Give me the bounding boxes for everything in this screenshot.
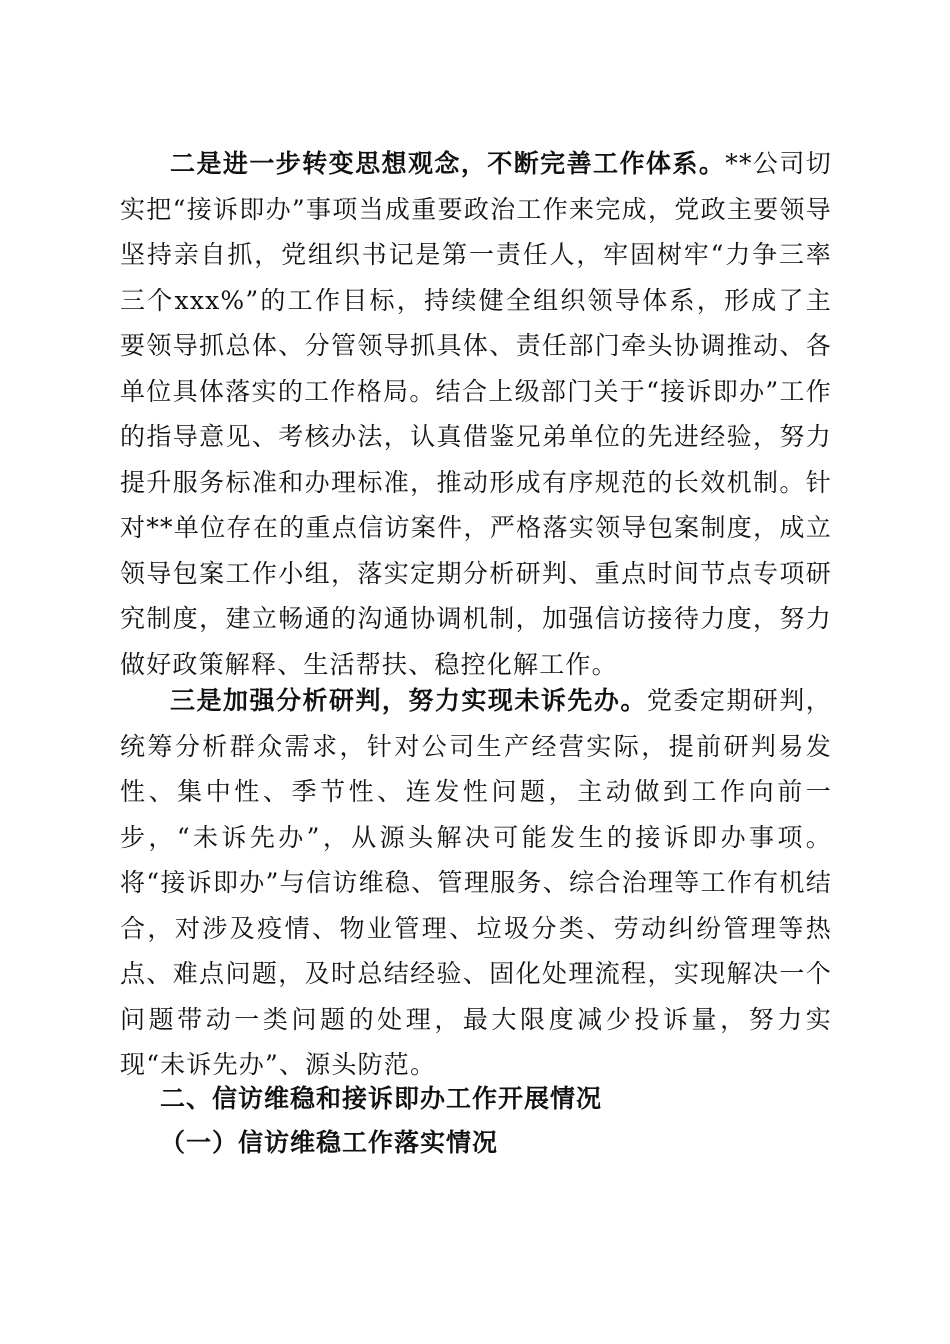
- section-heading: 二、信访维稳和接诉即办工作开展情况: [160, 1084, 603, 1113]
- paragraph-lead-heading: 二是进一步转变思想观念，不断完善工作体系。: [170, 149, 726, 178]
- subsection-heading: （一）信访维稳工作落实情况: [160, 1128, 499, 1157]
- paragraph-body-text: 党委定期研判，统筹分析群众需求，针对公司生产经营实际，提前研判易发性、集中性、季节性、连发性问题，主动做到工作向前一步，“未诉先办”，从源头解决可能发生的接诉即办事项。将“接诉即办”与信访维稳、管理服务、综合治理等工作有机结合，对涉及疫情、物业管理、垃圾分类、劳动纠纷管理等热点、难点问题，及时总结经验、固化处理流程，实现解决一个问题带动一类问题的处理，最大限度减少投诉量，努力实现“未诉先办”、源头防范。: [120, 686, 832, 1079]
- paragraph-body-text: **公司切实把“接诉即办”事项当成重要政治工作来完成，党政主要领导坚持亲自抓，党组织书记是第一责任人，牢固树牢“力争三率三个xxx%”的工作目标，持续健全组织领导体系，形成了主要领导抓总体、分管领导抓具体、责任部门牵头协调推动、各单位具体落实的工作格局。结合上级部门关于“接诉即办”工作的指导意见、考核办法，认真借鉴兄弟单位的先进经验，努力提升服务标准和办理标准，推动形成有序规范的长效机制。针对**单位存在的重点信访案件，严格落实领导包案制度，成立领导包案工作小组，落实定期分析研判、重点时间节点专项研究制度，建立畅通的沟通协调机制，加强信访接待力度，努力做好政策解释、生活帮扶、稳控化解工作。: [120, 149, 832, 679]
- paragraph-work-system: [120, 141, 832, 687]
- paragraph-analysis: [120, 678, 832, 1088]
- paragraph-lead-heading: 三是加强分析研判，努力实现未诉先办。: [170, 686, 647, 715]
